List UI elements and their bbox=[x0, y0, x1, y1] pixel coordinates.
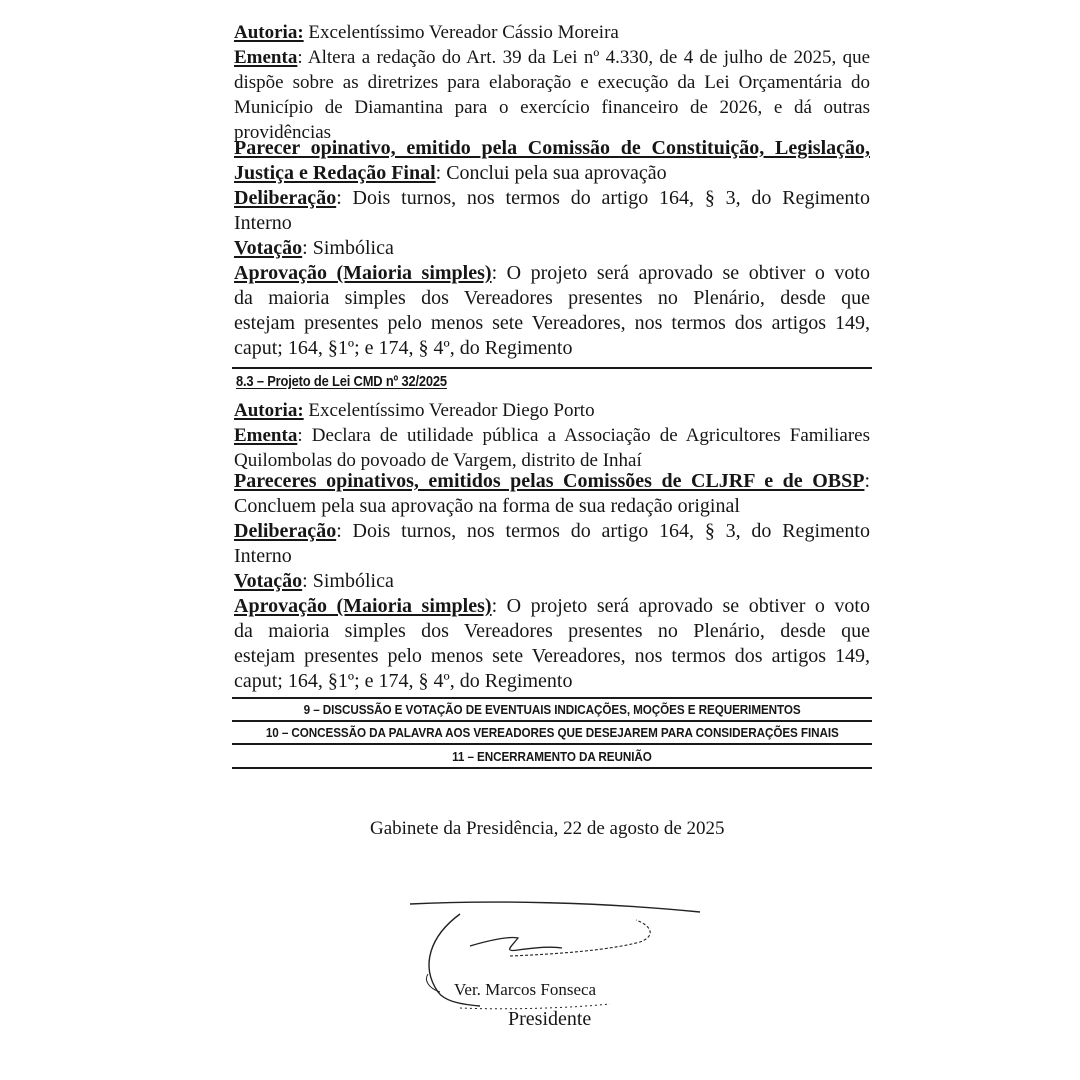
agenda-item-11-text: 11 – ENCERRAMENTO DA REUNIÃO bbox=[452, 749, 652, 764]
aprovacao-line: da maioria simples dos Vereadores presentes no Plenário, desde que bbox=[234, 620, 870, 642]
pareceres-text: Concluem pela sua aprovação na forma de sua redação original bbox=[234, 495, 740, 517]
votacao-text: : Simbólica bbox=[302, 237, 394, 259]
parecer-text: : Conclui pela sua aprovação bbox=[435, 162, 667, 184]
item-a bbox=[234, 20, 870, 145]
ementa-line: : Declara de utilidade pública a Associação de Agricultores Familiares bbox=[297, 425, 870, 446]
deliberacao-text-cont: Interno bbox=[234, 212, 292, 234]
votacao-label: Votação bbox=[234, 570, 303, 592]
aprovacao-text: : O projeto será aprovado se obtiver o voto bbox=[491, 262, 870, 284]
ementa-label: Ementa bbox=[234, 425, 298, 446]
pareceres-label: Pareceres opinativos, emitidos pelas Comissões de CLJRF e de OBSP bbox=[234, 470, 865, 492]
agenda-divider bbox=[232, 720, 872, 722]
handwritten-signature bbox=[400, 896, 720, 1026]
aprovacao-line: estejam presentes pelo menos sete Vereadores, nos termos dos artigos 149, bbox=[234, 645, 870, 667]
deliberacao-text-cont: Interno bbox=[234, 545, 292, 567]
ementa-line: : Altera a redação do Art. 39 da Lei nº 4.330, de 4 de julho de 2025, que bbox=[297, 47, 870, 68]
aprovacao-line: caput; 164, §1º; e 174, § 4º, do Regimento bbox=[234, 670, 573, 692]
aprovacao-label: Aprovação (Maioria simples) bbox=[234, 262, 492, 284]
ementa-line: Quilombolas do povoado de Vargem, distrito de Inhaí bbox=[234, 450, 642, 471]
deliberacao-label: Deliberação bbox=[234, 187, 337, 209]
autoria-label: Autoria: bbox=[234, 22, 304, 43]
aprovacao-line: caput; 164, §1º; e 174, § 4º, do Regimento bbox=[234, 337, 573, 359]
agenda-item-10 bbox=[232, 725, 872, 740]
aprovacao-label: Aprovação (Maioria simples) bbox=[234, 595, 492, 617]
deliberacao-text: : Dois turnos, nos termos do artigo 164, § 3, do Regimento bbox=[336, 187, 870, 209]
agenda-item-10-text: 10 – CONCESSÃO DA PALAVRA AOS VEREADORES QUE DESEJAREM PARA CONSIDERAÇÕES FINAIS bbox=[265, 725, 839, 740]
parecer-label: Parecer opinativo, emitido pela Comissão de Constituição, Legislação, bbox=[234, 137, 870, 159]
deliberacao-label: Deliberação bbox=[234, 520, 337, 542]
agenda-divider bbox=[232, 697, 872, 699]
deliberacao-text: : Dois turnos, nos termos do artigo 164, § 3, do Regimento bbox=[336, 520, 870, 542]
agenda-divider bbox=[232, 743, 872, 745]
ementa-line: Município de Diamantina para o exercício financeiro de 2026, e dá outras bbox=[234, 97, 870, 118]
aprovacao-line: da maioria simples dos Vereadores presentes no Plenário, desde que bbox=[234, 287, 870, 309]
aprovacao-line: estejam presentes pelo menos sete Vereadores, nos termos dos artigos 149, bbox=[234, 312, 870, 334]
section-heading: 8.3 – Projeto de Lei CMD nº 32/2025 bbox=[236, 373, 447, 390]
aprovacao-text: : O projeto será aprovado se obtiver o voto bbox=[491, 595, 870, 617]
closing-line: Gabinete da Presidência, 22 de agosto de 2025 bbox=[370, 818, 725, 839]
ementa-line: dispõe sobre as diretrizes para elaboração e execução da Lei Orçamentária do bbox=[234, 72, 870, 93]
item-b-pareceres bbox=[234, 469, 870, 694]
autoria-text: Excelentíssimo Vereador Cássio Moreira bbox=[303, 22, 619, 43]
item-b bbox=[234, 398, 870, 473]
agenda-item-9-text: 9 – DISCUSSÃO E VOTAÇÃO DE EVENTUAIS INDICAÇÕES, MOÇÕES E REQUERIMENTOS bbox=[303, 702, 801, 717]
agenda-item-9 bbox=[232, 702, 872, 717]
ementa-line: providências bbox=[234, 122, 332, 143]
item-a-parecer bbox=[234, 136, 870, 361]
signatory-name: Ver. Marcos Fonseca bbox=[454, 980, 597, 999]
signatory-role: Presidente bbox=[508, 1008, 592, 1030]
votacao-text: : Simbólica bbox=[302, 570, 394, 592]
parecer-label-cont: Justiça e Redação Final bbox=[234, 162, 436, 184]
votacao-label: Votação bbox=[234, 237, 303, 259]
section-divider bbox=[232, 367, 872, 369]
pareceres-colon: : bbox=[864, 470, 870, 492]
autoria-text: Excelentíssimo Vereador Diego Porto bbox=[303, 400, 595, 421]
autoria-label: Autoria: bbox=[234, 400, 304, 421]
ementa-label: Ementa bbox=[234, 47, 298, 68]
agenda-item-11 bbox=[232, 749, 872, 764]
agenda-divider bbox=[232, 767, 872, 769]
